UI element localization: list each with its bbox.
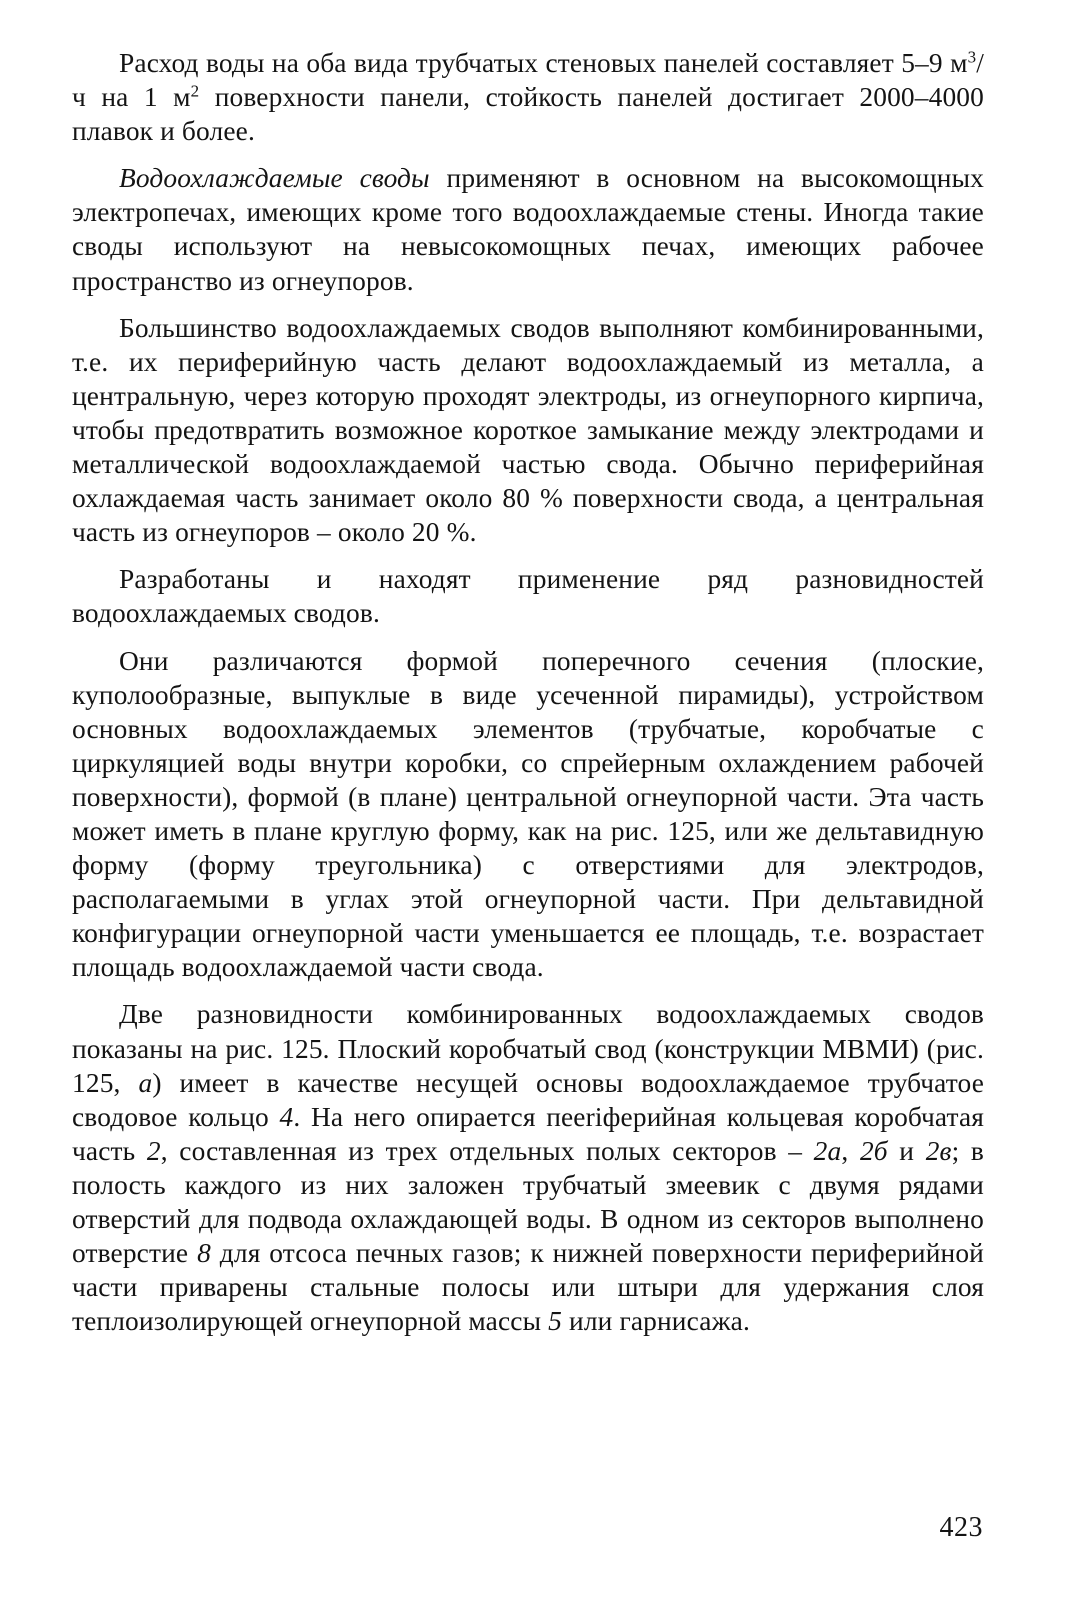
paragraph-3 [72,311,984,550]
italic-text-run: 8 [197,1238,211,1269]
text-run: ) имеет в качестве несущей основы водоохлаждаемое трубчатое сводовое кольцо [72,1067,984,1132]
text-run: Разработаны и находят применение ряд разновидностей водоохлаждаемых сводов. [72,564,984,629]
italic-text-run: 2в [925,1135,952,1166]
text-run: и [887,1135,926,1166]
text-run: или гарнисажа. [562,1306,750,1337]
superscript: 2 [190,81,200,101]
text-run: Большинство водоохлаждаемых сводов выполняют комбинированными, т.е. их периферийную часть делают водоохлаждаемый из металла, а центральную, через которую проходят электроды, из огнеупорного кирпича, чтобы предотвратить возможное короткое замыкание между электродами и металлической водоохлаждаемой частью свода. Обычно периферийная охлаждаемая часть занимает около 80 % поверхности свода, а центральная часть из огнеупоров – около 20 %. [72,312,984,548]
italic-text-run: а [138,1067,153,1098]
paragraph-1 [72,46,984,148]
paragraph-4 [72,562,984,630]
text-run: , составленная из трех отдельных полых секторов – [160,1135,814,1166]
text-run: , [841,1135,860,1166]
paragraph-6 [72,997,984,1338]
superscript: 3 [967,47,977,67]
text-run: поверхности панели, стойкость панелей достигает 2000–4000 плавок и более. [72,82,984,147]
paragraph-2 [72,161,984,297]
text-run: /ч на 1 м [72,48,984,113]
text-run: Они различаются формой поперечного сечения (плоские, куполообразные, выпуклые в виде усеченной пирамиды), устройством основных водоохлаждаемых элементов (трубчатые, коробчатые с циркуляцией воды внутри коробки, со спрейерным охлаждением рабочей поверхности), формой (в плане) центральной огнеупорной части. Эта часть может иметь в плане круглую форму, как на рис. 125, или же дельтавидную форму (форму треугольника) с отверстиями для электродов, располагаемыми в углах этой огнеупорной части. При дельтавидной конфигурации огнеупорной части уменьшается ее площадь, т.е. возрастает площадь водоохлаждаемой части свода. [72,645,984,983]
text-run: для отсоса печных газов; к нижней поверхности периферийной части приварены стальные полосы или штыри для удержания слоя теплоизолирующей огнеупорной массы [72,1238,984,1337]
text-run: Две разновидности комбинированных водоохлаждаемых сводов показаны на рис. 125. Плоский коробчатый свод (конструкции МВМИ) (рис. 125, [72,999,984,1098]
italic-text-run: 2 [146,1135,161,1166]
italic-text-run: 2а [813,1135,842,1166]
text-run: . На него опирается пееriферийная кольцевая коробчатая часть [72,1101,985,1166]
text-run: применяют в основном на высокомощных электропечах, имеющих кроме того водоохлаждаемые стены. Иногда такие своды используют на невысокомощных печах, имеющих рабочее пространство из огнеупоров. [72,163,984,296]
italic-text-run: Водоохлаждаемые своды [119,163,430,194]
text-run: Расход воды на оба вида трубчатых стеновых панелей составляет 5–9 м [119,48,968,78]
text-run: ; в полость каждого из них заложен трубчатый змеевик с двумя рядами отверстий для подвода охлаждающей воды. В одном из секторов выполнено отверстие [72,1135,984,1269]
text-page [72,46,984,1351]
italic-text-run: 4 [279,1101,294,1132]
italic-text-run: 5 [548,1306,563,1337]
page-number: 423 [939,1512,983,1543]
paragraph-5 [72,644,984,985]
italic-text-run: 2б [859,1135,888,1166]
